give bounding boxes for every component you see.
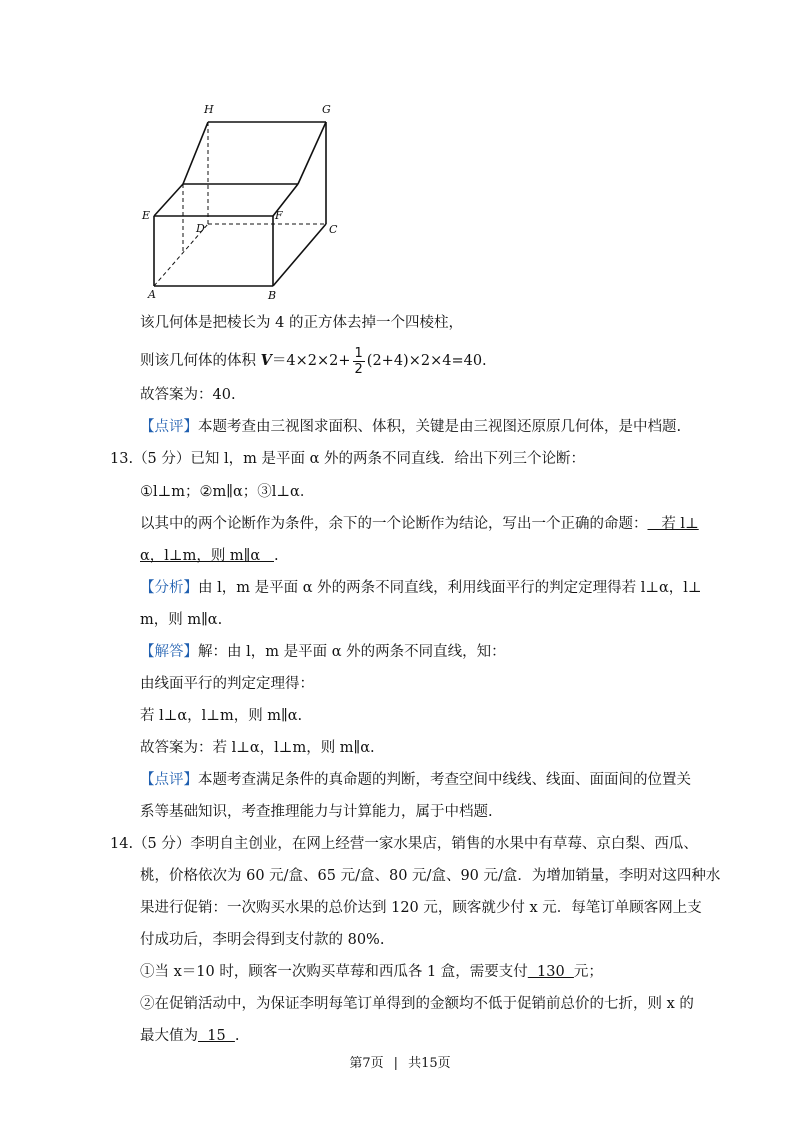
comment-line xyxy=(140,416,681,438)
answer-blank: 130 xyxy=(527,964,574,980)
text: 本题考查由三视图求面积、体积，关键是由三视图还原原几何体，是中档题. xyxy=(198,419,682,435)
text: （5 分）李明自主创业，在网上经营一家水果店，销售的水果中有草莓、京白梨、西瓜、 xyxy=(133,836,698,852)
comment-tag: 【点评】 xyxy=(140,772,198,788)
fraction-denominator: 2 xyxy=(354,361,363,377)
solution-line: 由线面平行的判定定理得： xyxy=(140,676,314,692)
text: . xyxy=(234,1028,240,1044)
solution-tag: 【解答】 xyxy=(140,644,198,660)
page-total: 共15页 xyxy=(408,1056,451,1071)
solution-line: 故答案为：若 l⊥α，l⊥m，则 m∥α. xyxy=(140,740,375,756)
question-number: 14. xyxy=(110,836,134,852)
text: 本题考查满足条件的真命题的判断，考查空间中线线、线面、面面间的位置关 xyxy=(198,772,691,788)
analysis-line: m，则 m∥α. xyxy=(140,612,223,628)
q14-stem: 果进行促销：一次购买水果的总价达到 120 元，顾客就少付 x 元．每笔订单顾客网上支 xyxy=(140,900,702,916)
text: . xyxy=(274,548,279,564)
solution-line xyxy=(140,641,506,663)
page-footer xyxy=(0,1052,800,1071)
q14-stem: 桃，价格依次为 60 元/盒、65 元/盒、80 元/盒、90 元/盒．为增加销量，李明对这四种水 xyxy=(140,868,721,884)
comment-line xyxy=(140,769,691,791)
label-H: H xyxy=(204,103,214,116)
label-A: A xyxy=(148,288,156,301)
text: 以其中的两个论断作为条件，余下的一个论断作为结论，写出一个正确的命题： xyxy=(140,516,648,532)
label-E: E xyxy=(142,209,151,222)
page-number: 第7页 xyxy=(349,1056,384,1071)
question-number: 13. xyxy=(110,451,134,467)
comment-line: 系等基础知识，考查推理能力与计算能力，属于中档题. xyxy=(140,804,493,820)
q14-sub2 xyxy=(140,1025,240,1047)
answer-blank: 若 l⊥ xyxy=(647,516,699,532)
comment-tag: 【点评】 xyxy=(140,419,198,435)
volume-line xyxy=(140,344,487,378)
label-B: B xyxy=(268,289,277,302)
answer-line: 故答案为：40. xyxy=(140,387,236,403)
answer-blank: 15 xyxy=(198,1028,235,1044)
q13-items: ①l⊥m；②m∥α；③l⊥α． xyxy=(140,484,315,500)
label-G: G xyxy=(322,103,331,116)
q14-sub1 xyxy=(140,961,603,983)
q13-stem xyxy=(110,448,585,470)
solution-line: 若 l⊥α，l⊥m，则 m∥α. xyxy=(140,708,303,724)
label-C: C xyxy=(329,223,338,236)
var-v: V xyxy=(260,352,272,369)
text-line: 该几何体是把棱长为 4 的正方体去掉一个四棱柱， xyxy=(140,315,463,331)
text: 最大值为 xyxy=(140,1028,198,1044)
q14-stem: 付成功后，李明会得到支付款的 80%. xyxy=(140,932,385,948)
text: 元； xyxy=(573,964,603,980)
prism-figure xyxy=(138,96,348,306)
q13-question xyxy=(140,513,699,535)
q14-sub2: ②在促销活动中，为保证李明每笔订单得到的金额均不低于促销前总价的七折，则 x 的 xyxy=(140,996,694,1012)
text: ①当 x＝10 时，顾客一次购买草莓和西瓜各 1 盒，需要支付 xyxy=(140,964,528,980)
answer-blank: α，l⊥m，则 m∥α xyxy=(140,548,274,564)
text: (2+4)×2×4=40. xyxy=(366,353,487,369)
text: 由 l，m 是平面 α 外的两条不同直线，利用线面平行的判定定理得若 l⊥α，l⊥ xyxy=(198,580,702,596)
q14-stem xyxy=(110,833,698,855)
label-D: D xyxy=(196,222,205,235)
text: 则该几何体的体积 xyxy=(140,353,261,369)
q13-answer-line xyxy=(140,545,279,567)
footer-separator: | xyxy=(393,1056,399,1071)
fraction-numerator: 1 xyxy=(354,345,363,361)
label-F: F xyxy=(275,209,283,222)
text: ＝4×2×2+ xyxy=(271,353,351,369)
analysis-tag: 【分析】 xyxy=(140,580,198,596)
text: （5 分）已知 l，m 是平面 α 外的两条不同直线．给出下列三个论断： xyxy=(133,451,586,467)
analysis-line xyxy=(140,577,702,599)
fraction xyxy=(353,346,365,377)
text: 解：由 l，m 是平面 α 外的两条不同直线，知： xyxy=(198,644,506,660)
